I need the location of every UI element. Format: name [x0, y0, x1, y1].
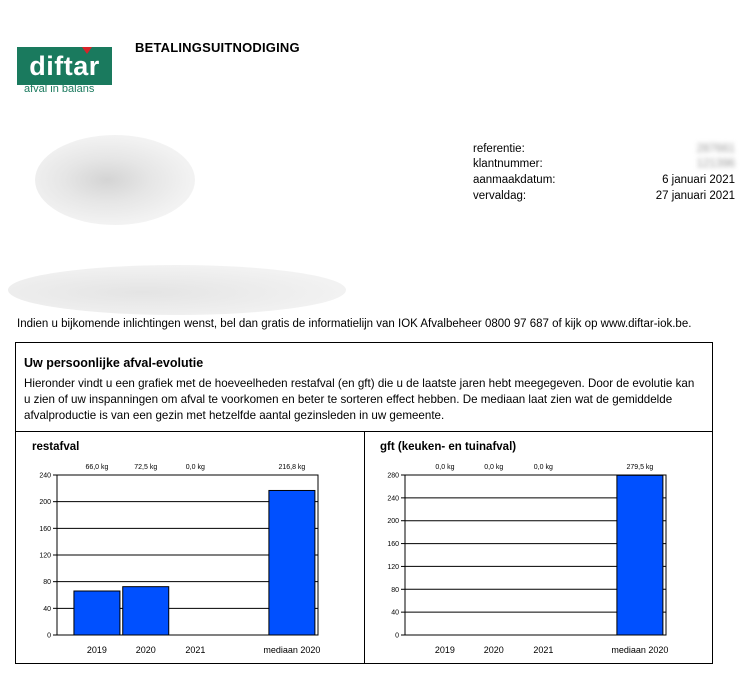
panel-title: Uw persoonlijke afval-evolutie	[24, 356, 204, 370]
bar-value-label: 279,5 kg	[626, 464, 654, 471]
y-tick-label: 200	[39, 499, 51, 507]
bar-value-label: 66,0 kg	[85, 464, 109, 471]
redacted-address-blur	[8, 265, 346, 315]
y-tick-label: 160	[39, 525, 51, 533]
y-tick-label: 0	[47, 632, 51, 640]
bar	[617, 475, 663, 635]
panel-divider-vertical	[364, 431, 365, 663]
bar-value-label: 0,0 kg	[185, 464, 205, 471]
x-category-label: mediaan 2020	[611, 645, 669, 655]
y-tick-label: 280	[387, 472, 399, 480]
bar-value-label: 216,8 kg	[278, 464, 306, 471]
y-tick-label: 120	[39, 552, 51, 560]
y-tick-label: 240	[387, 495, 399, 503]
restafval-chart	[20, 455, 350, 660]
bar	[123, 587, 169, 635]
meta-value-aanmaakdatum: 6 januari 2021	[662, 174, 735, 186]
chart-title-restafval: restafval	[32, 441, 80, 453]
gft-chart	[368, 455, 698, 660]
x-category-label: 2021	[185, 645, 206, 655]
redacted-name-blur	[35, 135, 195, 225]
chart-title-gft: gft (keuken- en tuinafval)	[380, 441, 517, 453]
meta-label-klantnummer: klantnummer:	[473, 158, 543, 170]
x-category-label: 2019	[434, 645, 455, 655]
x-category-label: mediaan 2020	[263, 645, 321, 655]
y-tick-label: 80	[43, 579, 51, 587]
x-category-label: 2020	[135, 645, 156, 655]
bar	[269, 490, 315, 635]
y-tick-label: 200	[387, 518, 399, 526]
document-title: BETALINGSUITNODIGING	[135, 40, 300, 55]
meta-label-aanmaakdatum: aanmaakdatum:	[473, 174, 556, 186]
bar-value-label: 0,0 kg	[533, 464, 553, 471]
y-tick-label: 40	[391, 609, 399, 617]
logo-tagline: afval in balans	[24, 83, 95, 95]
x-category-label: 2019	[86, 645, 107, 655]
y-tick-label: 80	[391, 586, 399, 594]
y-tick-label: 0	[395, 632, 399, 640]
meta-value-vervaldag: 27 januari 2021	[655, 190, 735, 202]
logo-accent-icon	[82, 47, 92, 54]
meta-value-klantnummer: 121396	[696, 158, 735, 170]
bar-value-label: 0,0 kg	[435, 464, 455, 471]
x-category-label: 2020	[483, 645, 504, 655]
bar-value-label: 72,5 kg	[134, 464, 158, 471]
diftar-logo	[17, 47, 112, 85]
meta-label-referentie: referentie:	[473, 143, 525, 155]
y-tick-label: 40	[43, 605, 51, 613]
y-tick-label: 160	[387, 541, 399, 549]
panel-description: Hieronder vindt u een grafiek met de hoeveelheden restafval (en gft) die u de laatste jaren hebt meegegeven. Door de evolutie kan u zien of uw inspanningen om afval te voorkomen en beter te sorteren effect hebben. De mediaan laat zien wat de gemiddelde afvalproductie is van een gezin met hetzelfde aantal gezinsleden in uw gemeente.	[24, 377, 695, 422]
meta-value-referentie: 287661	[696, 143, 735, 155]
info-line: Indien u bijkomende inlichtingen wenst, bel dan gratis de informatielijn van IOK Afvalbeheer 0800 97 687 of kijk op www.diftar-iok.be.	[17, 318, 692, 330]
y-tick-label: 240	[39, 472, 51, 480]
logo-wordmark: diftar	[29, 51, 100, 81]
bar	[74, 591, 120, 635]
meta-label-vervaldag: vervaldag:	[473, 190, 527, 202]
x-category-label: 2021	[533, 645, 554, 655]
y-tick-label: 120	[387, 563, 399, 571]
bar-value-label: 0,0 kg	[484, 464, 504, 471]
